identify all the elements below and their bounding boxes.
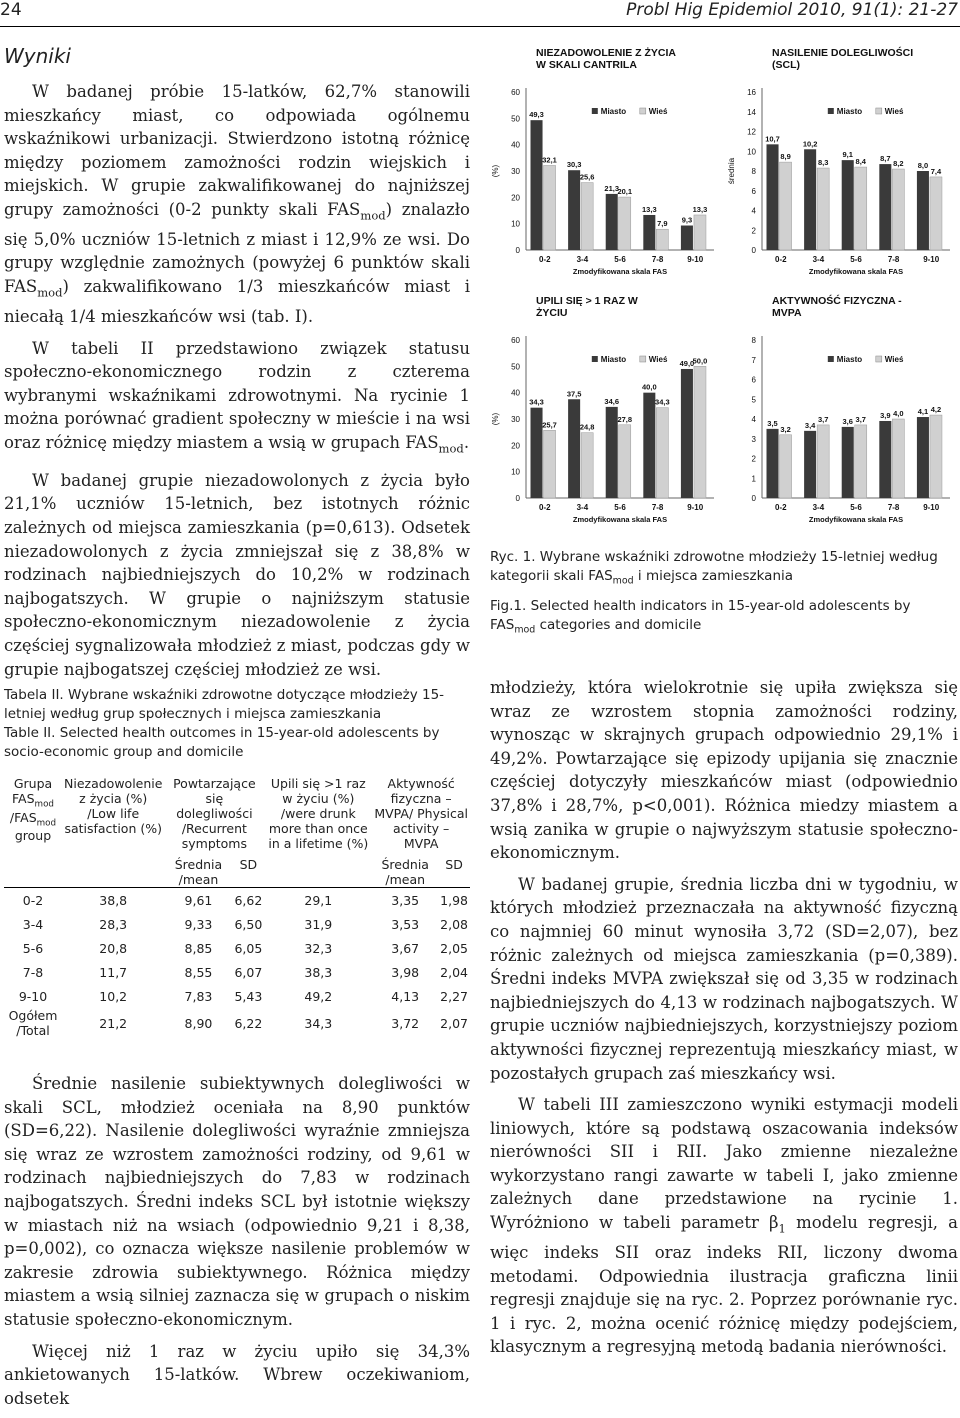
table-row <box>4 912 470 936</box>
bar-miasto <box>606 407 618 498</box>
bar-miasto <box>842 160 854 250</box>
y-tick-label: 14 <box>747 107 756 117</box>
table-row <box>4 1008 470 1038</box>
header-sd: SD <box>239 857 258 872</box>
y-tick-label: 10 <box>747 147 756 157</box>
bar-wies <box>544 430 556 498</box>
table-cell: 6,22 <box>234 1015 263 1031</box>
data-label: 3,2 <box>780 424 791 434</box>
table-cell: 8,85 <box>184 940 213 956</box>
x-tick-label: 3-4 <box>576 503 589 512</box>
data-label: 8,9 <box>780 152 791 162</box>
table-cell: 9-10 <box>18 988 48 1004</box>
legend-swatch-wies <box>640 108 646 114</box>
bar-miasto <box>804 149 816 250</box>
legend-label-miasto: Miasto <box>836 355 863 364</box>
chart-title-line: ŻYCIU <box>536 307 568 319</box>
table-cell: 38,3 <box>304 964 333 980</box>
data-label: 7,4 <box>930 166 942 176</box>
table-cell: 5-6 <box>22 940 44 956</box>
table-cell: 3,72 <box>391 1015 420 1031</box>
paragraph: W badanej grupie niezadowolonych z życia było 21,1% uczniów 15-letnich, bez istotnych różnic zależnych od miejsca zamieszkania (p=0,613). Odsetek niezadowolonych z życia zmniejszał się z 38,8% w rodzinach najbiedniejszych do 10,2% w rodzinach najbogatszych. W grupie o najniższym statusie społeczno-ekonomicznym niezadowolenie z życia częściej sygnalizowała młodzież z miast, podczas gdy w grupie najbogatszej częściej młodzież ze wsi. <box>4 470 470 679</box>
y-tick-label: 6 <box>751 186 756 196</box>
bar-miasto <box>568 399 580 498</box>
data-label: 20,1 <box>617 187 633 197</box>
header-mean: Średnia /mean <box>174 857 223 887</box>
bar-miasto <box>767 144 779 250</box>
header-sd: SD <box>445 857 463 872</box>
legend-label-wies: Wieś <box>884 107 904 116</box>
data-label: 4,0 <box>893 409 904 418</box>
header-group: Grupa $FAS_{mod}$ $/FAS_{mod}$ group <box>9 776 57 843</box>
header-symptoms: Powtarzające się dolegliwości /Recurrent symptoms <box>173 776 256 851</box>
table-caption-en: Table II. Selected health outcomes in 15-year-old adolescents by socio-economic group and domicile <box>4 725 440 760</box>
y-tick-label: 12 <box>747 127 756 137</box>
y-tick-label: 60 <box>511 336 520 345</box>
x-tick-label: 0-2 <box>539 255 551 264</box>
x-tick-label: 7-8 <box>651 503 664 512</box>
table-cell: 7-8 <box>22 964 44 980</box>
data-label: 32,1 <box>542 155 557 165</box>
table-cell: 1,98 <box>438 888 470 913</box>
y-tick-label: 4 <box>751 415 756 424</box>
legend-label-miasto: Miasto <box>600 107 627 116</box>
y-tick-label: 10 <box>511 467 520 477</box>
bar-miasto <box>767 429 779 498</box>
data-label: 8,0 <box>917 161 929 170</box>
bar-wies <box>544 165 556 250</box>
header-unsatisfied: Niezadowolenie z życia (%) /Low life satisfaction (%) <box>64 776 163 836</box>
chart-title-line: MVPA <box>772 307 802 319</box>
x-axis-label: Zmodyfikowana skala FAS <box>572 267 668 276</box>
y-tick-label: 20 <box>511 441 520 451</box>
table-cell: 11,7 <box>99 964 128 980</box>
table-cell: 8,55 <box>184 964 213 980</box>
data-label: 34,3 <box>529 397 544 407</box>
bar-wies <box>930 415 942 498</box>
table-cell: 21,2 <box>99 1015 128 1031</box>
y-tick-label: 6 <box>751 375 756 385</box>
chart-title-line: W SKALI CANTRILA <box>536 59 637 71</box>
table-cell: 3,98 <box>391 964 420 980</box>
bar-wies <box>619 197 631 250</box>
bar-wies <box>581 433 593 498</box>
y-tick-label: 4 <box>751 206 756 216</box>
chart-unsatisfied <box>490 42 722 284</box>
y-tick-label: 50 <box>511 362 520 372</box>
y-tick-label: 7 <box>751 355 756 365</box>
table-cell: 3,67 <box>391 940 420 956</box>
header-drunk: Upili się >1 raz w życiu (%) /were drunk more than once in a lifetime (%) <box>268 776 369 851</box>
y-tick-label: 30 <box>511 415 520 424</box>
table-cell: 3,53 <box>391 916 420 932</box>
data-label: 9,1 <box>842 150 853 160</box>
data-label: 10,2 <box>802 139 818 149</box>
table-row <box>4 936 470 960</box>
x-tick-label: 0-2 <box>539 503 551 512</box>
bar-wies <box>656 408 668 498</box>
legend-swatch-wies <box>876 356 882 362</box>
y-tick-label: 5 <box>751 395 756 405</box>
y-tick-label: 0 <box>751 494 756 503</box>
data-label: 34,3 <box>655 397 670 407</box>
table-cell: 2,27 <box>440 988 468 1004</box>
section-title: Wyniki <box>4 44 71 68</box>
legend-swatch-miasto <box>828 356 834 362</box>
y-tick-label: 1 <box>751 474 756 484</box>
y-tick-label: 2 <box>751 226 756 236</box>
bar-wies <box>892 169 904 250</box>
bar-miasto <box>531 408 543 498</box>
legend-swatch-wies <box>876 108 882 114</box>
legend-label-miasto: Miasto <box>600 355 627 364</box>
data-label: 8,7 <box>880 154 891 164</box>
y-axis-label: (%) <box>491 164 500 178</box>
table-cell: 6,50 <box>234 916 263 932</box>
bar-wies <box>780 162 792 250</box>
data-label: 37,5 <box>566 389 582 399</box>
y-tick-label: 8 <box>751 336 756 345</box>
y-tick-label: 2 <box>751 454 756 464</box>
table-cell: 10,2 <box>99 988 128 1004</box>
data-label: 13,3 <box>642 204 657 214</box>
table-cell: 8,90 <box>184 1015 213 1031</box>
data-label: 13,3 <box>692 204 708 214</box>
x-tick-label: 7-8 <box>651 255 664 264</box>
bar-miasto <box>917 171 929 250</box>
bar-miasto <box>917 417 929 498</box>
bar-miasto <box>681 369 693 498</box>
x-axis-label: Zmodyfikowana skala FAS <box>572 515 668 524</box>
y-tick-label: 40 <box>511 140 520 150</box>
data-label: 3,9 <box>880 410 891 420</box>
bar-wies <box>694 215 706 250</box>
legend-swatch-wies <box>640 356 646 362</box>
data-label: 8,2 <box>893 159 904 169</box>
bar-miasto <box>643 393 655 498</box>
chart-title-line: AKTYWNOŚĆ FIZYCZNA - <box>772 295 902 307</box>
bar-wies <box>817 168 829 250</box>
paragraph: W tabeli II przedstawiono związek statusu społeczno-ekonomicznego rodzin z czterema wybranymi wskaźnikami zdrowotnymi. Na rycinie 1 można porównać gradient społeczny w mieście i na wsi oraz różnicę między miastem a wsią w grupach $FAS_{mod}$. <box>4 338 470 456</box>
x-axis-label: Zmodyfikowana skala FAS <box>808 267 904 276</box>
table-cell: 2,08 <box>440 916 468 932</box>
table-cell: 5,43 <box>234 988 263 1004</box>
data-label: 8,4 <box>855 157 866 167</box>
data-label: 9,3 <box>681 215 693 225</box>
table-cell: 7,83 <box>184 988 213 1004</box>
table-2 <box>4 776 470 1038</box>
data-label: 4,1 <box>917 407 929 417</box>
journal-citation: Probl Hig Epidemiol 2010, 91(1): 21-27 <box>626 0 958 20</box>
table-cell: 31,9 <box>304 916 333 932</box>
table-caption <box>4 686 470 762</box>
data-label: 25,6 <box>579 172 595 182</box>
data-label: 49,0 <box>679 358 695 368</box>
chart-title-line: (SCL) <box>772 59 800 71</box>
table-cell: 3,35 <box>372 888 438 913</box>
legend-label-wies: Wieś <box>884 355 904 364</box>
table-cell: 2,07 <box>440 1015 468 1031</box>
legend-swatch-miasto <box>592 108 598 114</box>
bar-miasto <box>879 164 891 250</box>
table-caption-pl: Tabela II. Wybrane wskaźniki zdrowotne dotyczące młodzieży 15-letniej według grup społecznych i miejsca zamieszkania <box>4 687 445 722</box>
bar-wies <box>780 435 792 498</box>
y-tick-label: 0 <box>515 246 520 255</box>
table-cell: 6,07 <box>234 964 263 980</box>
legend-label-wies: Wieś <box>648 355 668 364</box>
bar-miasto <box>842 427 854 498</box>
table-cell: 20,8 <box>99 940 128 956</box>
left-column <box>4 80 470 689</box>
x-tick-label: 0-2 <box>775 255 787 264</box>
x-tick-label: 7-8 <box>887 503 900 512</box>
y-tick-label: 20 <box>511 193 520 203</box>
x-tick-label: 3-4 <box>812 255 825 264</box>
table-cell: 0-2 <box>4 888 62 913</box>
chart-mvpa <box>726 290 958 532</box>
data-label: 25,7 <box>542 420 557 430</box>
data-label: 40,0 <box>642 382 657 392</box>
data-label: 50,0 <box>692 356 708 366</box>
y-tick-label: 8 <box>751 167 756 176</box>
bar-wies <box>656 229 668 250</box>
bar-wies <box>892 419 904 498</box>
bar-wies <box>817 425 829 498</box>
chart-symptoms <box>726 42 958 284</box>
legend-swatch-miasto <box>592 356 598 362</box>
figure-caption-pl: Ryc. 1. Wybrane wskaźniki zdrowotne młodzieży 15-letniej według kategorii skali $FAS_{mod}$ i miejsca zamieszkania <box>490 549 938 587</box>
table-cell: 6,62 <box>232 888 264 913</box>
table-cell: 49,2 <box>304 988 333 1004</box>
data-label: 3,5 <box>767 418 778 428</box>
legend-label-wies: Wieś <box>648 107 668 116</box>
bar-miasto <box>568 170 580 250</box>
bar-wies <box>581 183 593 250</box>
y-tick-label: 40 <box>511 388 520 398</box>
y-tick-label: 0 <box>515 494 520 503</box>
data-label: 24,8 <box>579 422 595 432</box>
paragraph: młodzieży, która wielokrotnie się upiła zwiększa się wraz ze wzrostem stopnia zamożności rodziny, wynosząc w skrajnych grupach odpowiednio 29,1% i 49,2%. Powtarzające się epizody upijania się znacznie częściej dotyczyły mieszkańców miast (odpowiednio 37,8% i 28,7%, p<0,001). Różnica miedzy miastem a wsią zanika w grupie o najwyższym statusie społeczno-ekonomicznym. <box>490 678 958 863</box>
data-label: 34,6 <box>604 396 620 406</box>
chart-drunk <box>490 290 722 532</box>
data-label: 4,2 <box>930 405 942 415</box>
table-cell: 9,61 <box>164 888 232 913</box>
paragraph: Średnie nasilenie subiektywnych dolegliwości w skali SCL, młodzież oceniała na 8,90 punktów (SD=6,22). Nasilenie dolegliwości wyraźnie zmniejsza się wraz ze wzrostem zamożności rodziny, od 9,61 w rodzinach najbiedniejszych do 7,83 w rodzinach najbogatszych. Średni indeks SCL był istotnie większy w miastach niż na wsiach (odpowiednio 9,21 i 8,38, p=0,002), co oznacza większe nasilenie problemów w zakresie zdrowia subiektywnego. Różnica między miastem a wsią silniej zaznacza się w grupach o niskim statusie społeczno-ekonomicznym. <box>4 1074 470 1329</box>
data-label: 8,3 <box>817 158 829 168</box>
paragraph: W tabeli III zamieszczono wyniki estymacji modeli liniowych, które są podstawą oszacowania indeksów nierówności SII i RII. Jako zmienne niezależne wykorzystano rangi zawarte w tabeli I, jako zmienne zależnych dane przedstawione na rycinie 1. Wyróżniono w tabeli parametr $\beta_1$ modelu regresji, a więc indeks SII oraz indeks RII, liczony dwoma metodami. Odpowiednia ilustracja graficzna linii regresji znajduje się na ryc. 2. Poprzez porównanie ryc. 1 i ryc. 2, można ocenić różnicę między podejściem, klasycznym a regresyjną metodą badania nierówności. <box>490 1095 959 1357</box>
x-tick-label: 5-6 <box>614 255 626 264</box>
chart-title-line: NIEZADOWOLENIE Z ŻYCIA <box>536 47 676 59</box>
data-label: 3,6 <box>842 416 853 426</box>
y-tick-label: 30 <box>511 167 520 176</box>
table-row <box>4 984 470 1008</box>
x-axis-label: Zmodyfikowana skala FAS <box>808 515 904 524</box>
bar-wies <box>930 177 942 250</box>
x-tick-label: 9-10 <box>923 503 940 512</box>
x-tick-label: 7-8 <box>887 255 900 264</box>
table-cell: 4,13 <box>391 988 420 1004</box>
data-label: 3,7 <box>817 414 829 424</box>
x-tick-label: 9-10 <box>687 503 704 512</box>
bar-miasto <box>879 421 891 498</box>
table-cell: 9,33 <box>184 916 213 932</box>
paragraph: Więcej niż 1 raz w życiu upiło się 34,3% ankietowanych 15-latków. Wbrew oczekiwaniom, odsetek <box>4 1341 470 1408</box>
table-cell: 32,3 <box>304 940 333 956</box>
x-tick-label: 5-6 <box>614 503 626 512</box>
table-cell: 2,05 <box>440 940 468 956</box>
table-header-row <box>4 776 470 851</box>
data-label: 27,8 <box>617 414 633 424</box>
data-label: 10,7 <box>765 134 780 144</box>
data-label: 21,3 <box>604 183 620 193</box>
table-cell: Ogółem /Total <box>8 1008 58 1038</box>
chart-title-line: UPILI SIĘ > 1 RAZ W <box>536 295 638 307</box>
y-axis-label: średnia <box>727 157 736 185</box>
x-tick-label: 3-4 <box>812 503 825 512</box>
table-cell: 2,04 <box>440 964 468 980</box>
paragraph: W badanej grupie, średnia liczba dni w tygodniu, w których młodzież przeznaczała na aktywność fizyczną co najmniej 60 minut wynosiła 3,72 (SD=2,07), bez różnic zależnych od miejsca zamieszkania (p=0,389). Średni indeks MVPA zwiększał się od 3,35 w rodzinach najbiedniejszych do 4,13 w rodzinach najbogatszych. W grupie uczniów najbiedniejszych, korzystniejszy poziom aktywności fizycznej reprezentują mieszkańcy miast, w pozostałych grupach zaś mieszkańcy wsi. <box>490 874 958 1083</box>
table-cell: 38,8 <box>62 888 164 913</box>
y-tick-label: 10 <box>511 219 520 229</box>
x-tick-label: 5-6 <box>850 503 862 512</box>
bar-miasto <box>804 431 816 498</box>
table-cell: 34,3 <box>304 1015 333 1031</box>
x-tick-label: 9-10 <box>923 255 940 264</box>
x-tick-label: 9-10 <box>687 255 704 264</box>
x-tick-label: 0-2 <box>775 503 787 512</box>
y-tick-label: 16 <box>747 88 756 97</box>
x-tick-label: 3-4 <box>576 255 589 264</box>
bar-wies <box>694 366 706 498</box>
page-header <box>0 0 960 27</box>
page-number: 24 <box>0 0 22 20</box>
table-cell: 3-4 <box>22 916 44 932</box>
x-tick-label: 5-6 <box>850 255 862 264</box>
figure-caption-en: Fig.1. Selected health indicators in 15-year-old adolescents by $FAS_{mod}$ categories and domicile <box>490 597 911 636</box>
legend-label-miasto: Miasto <box>836 107 863 116</box>
bar-miasto <box>681 226 693 250</box>
table-cell: 28,3 <box>99 916 128 932</box>
data-label: 3,7 <box>855 414 866 424</box>
paragraph: W badanej próbie 15-latków, 62,7% stanowili mieszkańcy miast, co odpowiada ogólnemu wskaźnikowi urbanizacji. Stwierdzono istotną różnicę między poziomem zamożności rodzin wiejskich i miejskich. W grupie zakwalifikowanej do najniższej grupy zamożności (0-2 punkty skali $FAS_{mod}$) znalazło się 5,0% uczniów 15-letnich z miast i 12,9% ze wsi. Do grupy względnie zamożnych (powyżej 6 punktów skali $FAS_{mod}$) zakwalifikowano 1/3 mieszkańców miast i niecałą 1/4 mieszkańców wsi (tab. I). <box>4 82 470 326</box>
data-label: 49,3 <box>529 110 544 120</box>
table-cell: 29,1 <box>264 888 372 913</box>
header-mean: Średnia /mean <box>381 857 429 887</box>
figure-caption <box>490 548 958 639</box>
data-label: 30,3 <box>566 160 582 170</box>
y-tick-label: 60 <box>511 88 520 97</box>
legend-swatch-miasto <box>828 108 834 114</box>
bar-wies <box>619 425 631 498</box>
bar-wies <box>855 167 867 250</box>
bar-wies <box>855 425 867 498</box>
data-label: 3,4 <box>804 420 816 430</box>
left-column-lower <box>4 1072 470 1418</box>
data-label: 7,9 <box>657 219 668 229</box>
table-cell: 6,05 <box>234 940 263 956</box>
y-tick-label: 3 <box>751 434 756 444</box>
table-row <box>4 888 470 913</box>
right-column <box>490 676 958 1367</box>
bar-miasto <box>643 215 655 250</box>
header-mvpa: Aktywność fizyczna – MVPA/ Physical activity – MVPA <box>374 776 468 851</box>
bar-miasto <box>606 194 618 250</box>
table-row <box>4 960 470 984</box>
bar-miasto <box>531 120 543 250</box>
chart-title-line: NASILENIE DOLEGLIWOŚCI <box>772 47 914 59</box>
y-tick-label: 0 <box>751 246 756 255</box>
y-tick-label: 50 <box>511 114 520 124</box>
y-axis-label: (%) <box>491 412 500 426</box>
